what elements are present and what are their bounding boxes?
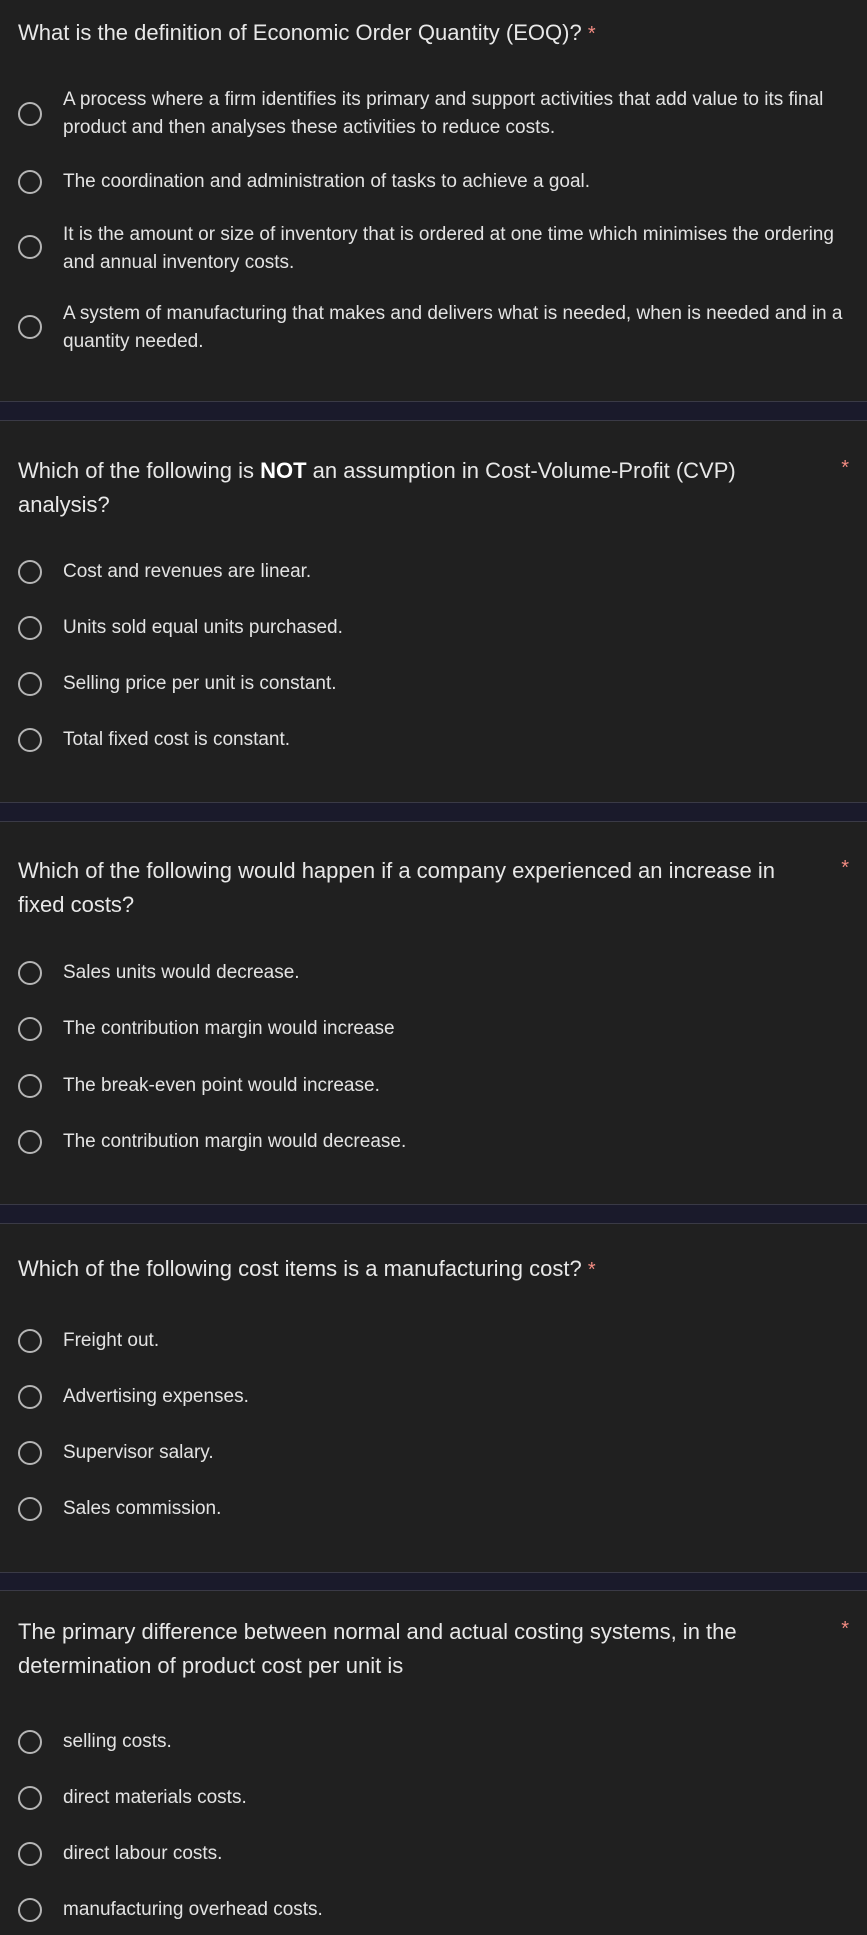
option-radio[interactable] <box>0 1784 867 1814</box>
radio-button[interactable] <box>18 728 42 752</box>
option-radio[interactable] <box>0 1439 867 1469</box>
option-label: Units sold equal units purchased. <box>63 617 343 638</box>
question-card-4 <box>0 1223 867 1573</box>
option-radio[interactable] <box>0 1128 867 1158</box>
option-label: A process where a firm identifies its primary and support activities that add value to its final product and then analyses these activities to reduce costs. <box>63 89 824 138</box>
option-radio[interactable] <box>0 300 867 356</box>
radio-button[interactable] <box>18 1441 42 1465</box>
radio-button[interactable] <box>18 102 42 126</box>
option-label: Supervisor salary. <box>63 1442 214 1463</box>
option-label: The contribution margin would decrease. <box>63 1131 407 1152</box>
option-label: The contribution margin would increase <box>63 1018 395 1039</box>
required-asterisk: * <box>841 857 849 879</box>
option-label: Sales commission. <box>63 1498 222 1519</box>
option-radio[interactable] <box>0 1495 867 1525</box>
radio-button[interactable] <box>18 1497 42 1521</box>
question-text-cont: an assumption in Cost-Volume-Profit (CVP) analysis? <box>18 458 736 517</box>
radio-button[interactable] <box>18 616 42 640</box>
radio-button[interactable] <box>18 1385 42 1409</box>
radio-button[interactable] <box>18 1329 42 1353</box>
option-label: Cost and revenues are linear. <box>63 561 312 582</box>
radio-button[interactable] <box>18 1017 42 1041</box>
question-emphasis: NOT <box>260 458 307 483</box>
question-text: What is the definition of Economic Order Quantity (EOQ)? <box>18 20 582 45</box>
option-label: Total fixed cost is constant. <box>63 729 291 750</box>
option-label: direct materials costs. <box>63 1787 247 1808</box>
radio-button[interactable] <box>18 560 42 584</box>
question-title <box>18 1252 596 1287</box>
radio-button[interactable] <box>18 1130 42 1154</box>
option-radio[interactable] <box>0 614 867 644</box>
option-label: Freight out. <box>63 1330 160 1351</box>
option-radio[interactable] <box>0 558 867 588</box>
question-title <box>18 1615 808 1683</box>
option-radio[interactable] <box>0 1072 867 1102</box>
question-title <box>18 16 596 51</box>
question-text: Which of the following would happen if a company experienced an increase in fixed costs? <box>18 858 776 917</box>
question-title <box>18 854 808 922</box>
question-card-5 <box>0 1590 867 1935</box>
radio-button[interactable] <box>18 961 42 985</box>
question-text: The primary difference between normal and actual costing systems, in the determination of product cost per unit is <box>18 1619 737 1678</box>
option-label: A system of manufacturing that makes and delivers what is needed, when is needed and in a quantity needed. <box>63 303 843 352</box>
option-label: manufacturing overhead costs. <box>63 1899 323 1920</box>
radio-button[interactable] <box>18 1786 42 1810</box>
option-label: Selling price per unit is constant. <box>63 673 337 694</box>
option-radio[interactable] <box>0 726 867 756</box>
option-label: The coordination and administration of tasks to achieve a goal. <box>63 171 591 192</box>
question-title <box>18 454 758 522</box>
option-radio[interactable] <box>0 1840 867 1870</box>
question-text: Which of the following is <box>18 458 261 483</box>
radio-button[interactable] <box>18 1074 42 1098</box>
option-radio[interactable] <box>0 86 867 142</box>
option-radio[interactable] <box>0 959 867 989</box>
required-asterisk: * <box>841 457 849 479</box>
radio-button[interactable] <box>18 672 42 696</box>
option-radio[interactable] <box>0 1383 867 1413</box>
question-card-1 <box>0 0 867 402</box>
radio-button[interactable] <box>18 315 42 339</box>
radio-button[interactable] <box>18 1898 42 1922</box>
radio-button[interactable] <box>18 1842 42 1866</box>
option-label: Sales units would decrease. <box>63 962 300 983</box>
option-radio[interactable] <box>0 168 867 198</box>
option-label: direct labour costs. <box>63 1843 223 1864</box>
option-radio[interactable] <box>0 670 867 700</box>
required-asterisk: * <box>587 1259 596 1281</box>
option-label: It is the amount or size of inventory that is ordered at one time which minimises the ordering and annual inventory costs. <box>63 224 834 273</box>
option-label: Advertising expenses. <box>63 1386 249 1407</box>
question-card-3 <box>0 821 867 1205</box>
option-radio[interactable] <box>0 221 867 277</box>
radio-button[interactable] <box>18 235 42 259</box>
option-radio[interactable] <box>0 1896 867 1926</box>
option-label: selling costs. <box>63 1731 172 1752</box>
option-radio[interactable] <box>0 1728 867 1758</box>
required-asterisk: * <box>841 1618 849 1640</box>
option-radio[interactable] <box>0 1015 867 1045</box>
required-asterisk: * <box>587 23 596 45</box>
option-radio[interactable] <box>0 1327 867 1357</box>
radio-button[interactable] <box>18 170 42 194</box>
question-card-2 <box>0 420 867 803</box>
question-text: Which of the following cost items is a manufacturing cost? <box>18 1256 582 1281</box>
option-label: The break-even point would increase. <box>63 1075 380 1096</box>
radio-button[interactable] <box>18 1730 42 1754</box>
